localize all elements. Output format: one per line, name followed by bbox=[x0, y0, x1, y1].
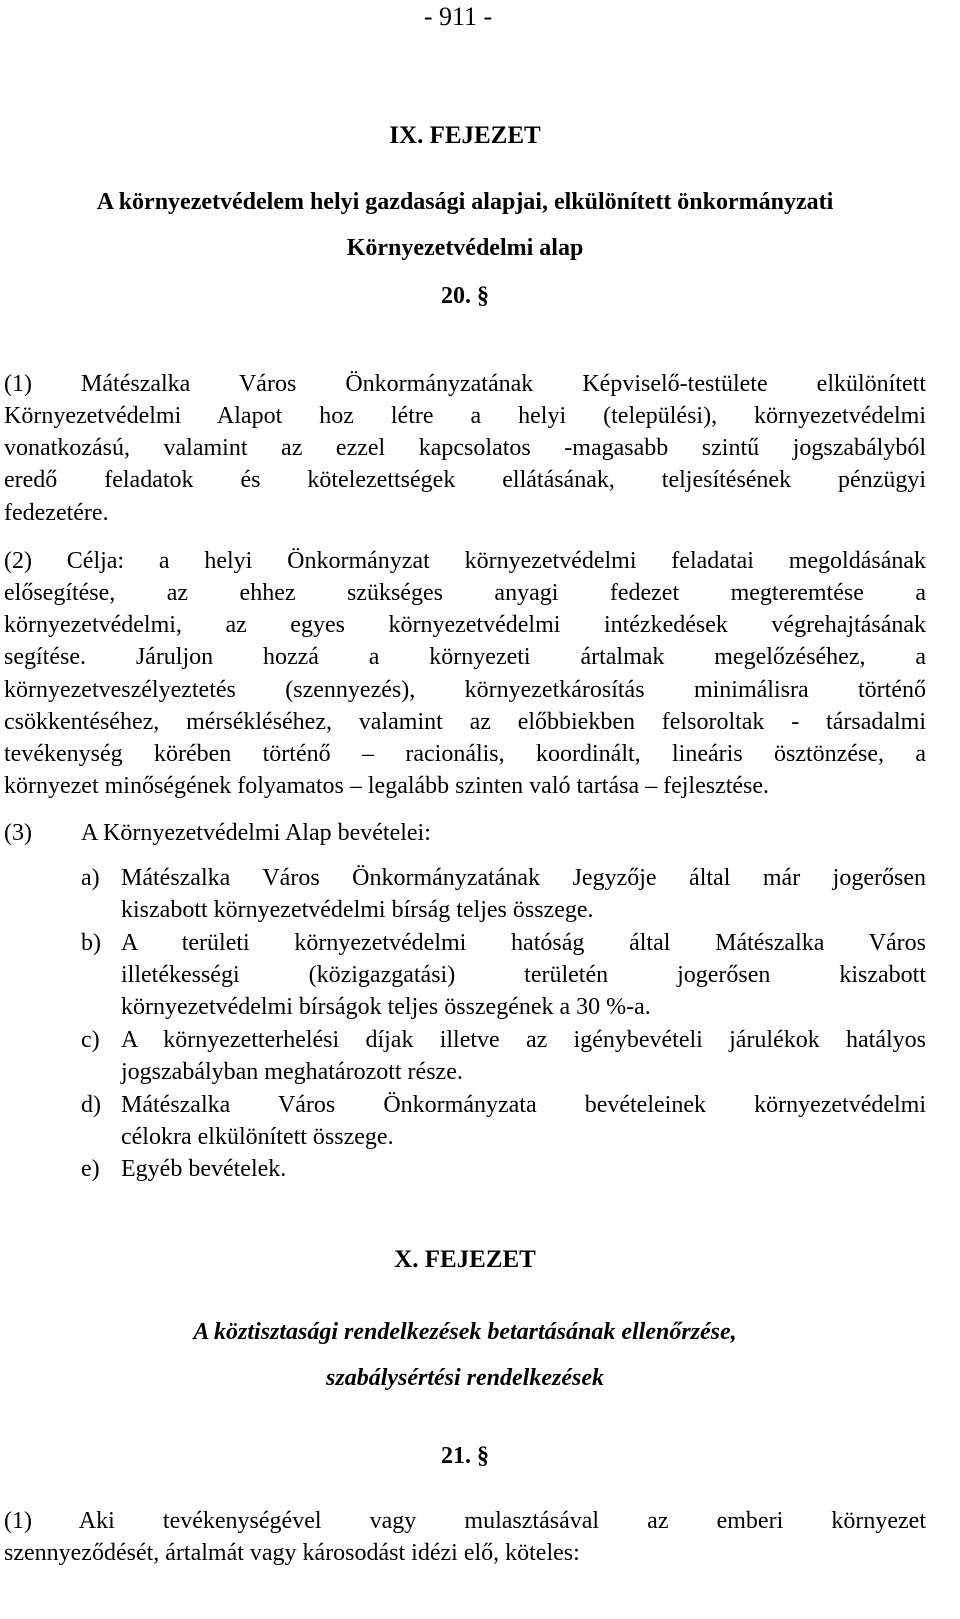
list-item-line: A területi környezetvédelmi hatóság által Mátészalka Város bbox=[121, 930, 926, 956]
list-item-label: b) bbox=[81, 930, 101, 956]
paragraph-2-line: elősegítése, az ehhez szükséges anyagi fedezet megteremtése a bbox=[4, 580, 926, 606]
list-item-line: kiszabott környezetvédelmi bírság teljes összege. bbox=[121, 897, 594, 923]
paragraph-21-1-line: szennyeződését, ártalmát vagy károsodást idézi elő, köteles: bbox=[4, 1540, 580, 1566]
list-item-label: d) bbox=[81, 1092, 101, 1118]
section-20-heading: 20. § bbox=[441, 283, 489, 309]
chapter-10-heading: X. FEJEZET bbox=[394, 1246, 536, 1273]
page-number: - 911 - bbox=[423, 2, 493, 31]
paragraph-1-line: Környezetvédelmi Alapot hoz létre a helyi (települési), környezetvédelmi bbox=[4, 403, 926, 429]
list-item-line: Egyéb bevételek. bbox=[121, 1156, 287, 1182]
list-item-label: e) bbox=[81, 1156, 100, 1182]
list-item-line: Mátészalka Város Önkormányzatának Jegyzője által már jogerősen bbox=[121, 865, 926, 891]
paragraph-3-intro: A Környezetvédelmi Alap bevételei: bbox=[81, 820, 431, 846]
chapter-9-title-line-1: A környezetvédelem helyi gazdasági alapjai, elkülönített önkormányzati bbox=[96, 189, 834, 215]
list-item-line: jogszabályban meghatározott része. bbox=[121, 1059, 463, 1085]
paragraph-1-line: vonatkozású, valamint az ezzel kapcsolatos -magasabb szintű jogszabályból bbox=[4, 435, 926, 461]
paragraph-2-line: csökkentéséhez, mérsékléséhez, valamint az előbbiekben felsoroltak - társadalmi bbox=[4, 709, 926, 735]
chapter-9-title-line-2: Környezetvédelmi alap bbox=[346, 235, 584, 261]
list-item-line: célokra elkülönített összege. bbox=[121, 1124, 394, 1150]
paragraph-1-line: (1) Mátészalka Város Önkormányzatának Képviselő-testülete elkülönített bbox=[4, 371, 926, 397]
chapter-10-title-line-1: A köztisztasági rendelkezések betartásának ellenőrzése, bbox=[193, 1319, 737, 1345]
section-21-heading: 21. § bbox=[441, 1443, 489, 1469]
list-item-label: c) bbox=[81, 1027, 100, 1053]
paragraph-2-line: (2) Célja: a helyi Önkormányzat környezetvédelmi feladatai megoldásának bbox=[4, 548, 926, 574]
list-item-line: illetékességi (közigazgatási) területén jogerősen kiszabott bbox=[121, 962, 926, 988]
paragraph-2-line: környezetvédelmi, az egyes környezetvédelmi intézkedések végrehajtásának bbox=[4, 612, 926, 638]
paragraph-2-line: környezet minőségének folyamatos – legalább szinten való tartása – fejlesztése. bbox=[4, 773, 770, 799]
paragraph-2-line: környezetveszélyeztetés (szennyezés), környezetkárosítás minimálisra történő bbox=[4, 677, 926, 703]
chapter-9-heading: IX. FEJEZET bbox=[389, 122, 541, 149]
paragraph-2-line: segítése. Járuljon hozzá a környezeti ártalmak megelőzéséhez, a bbox=[4, 644, 926, 670]
list-item-label: a) bbox=[81, 865, 100, 891]
list-item-line: környezetvédelmi bírságok teljes összegének a 30 %-a. bbox=[121, 994, 651, 1020]
paragraph-2-line: tevékenység körében történő – racionális, koordinált, lineáris ösztönzése, a bbox=[4, 741, 926, 767]
list-item-line: Mátészalka Város Önkormányzata bevételeinek környezetvédelmi bbox=[121, 1092, 926, 1118]
paragraph-1-line: eredő feladatok és kötelezettségek ellátásának, teljesítésének pénzügyi bbox=[4, 467, 926, 493]
list-item-line: A környezetterhelési díjak illetve az igénybevételi járulékok hatályos bbox=[121, 1027, 926, 1053]
chapter-10-title-line-2: szabálysértési rendelkezések bbox=[326, 1365, 604, 1391]
paragraph-3-number: (3) bbox=[4, 820, 32, 846]
paragraph-1-line: fedezetére. bbox=[4, 500, 109, 526]
paragraph-21-1-line: (1) Aki tevékenységével vagy mulasztásával az emberi környezet bbox=[4, 1508, 926, 1534]
